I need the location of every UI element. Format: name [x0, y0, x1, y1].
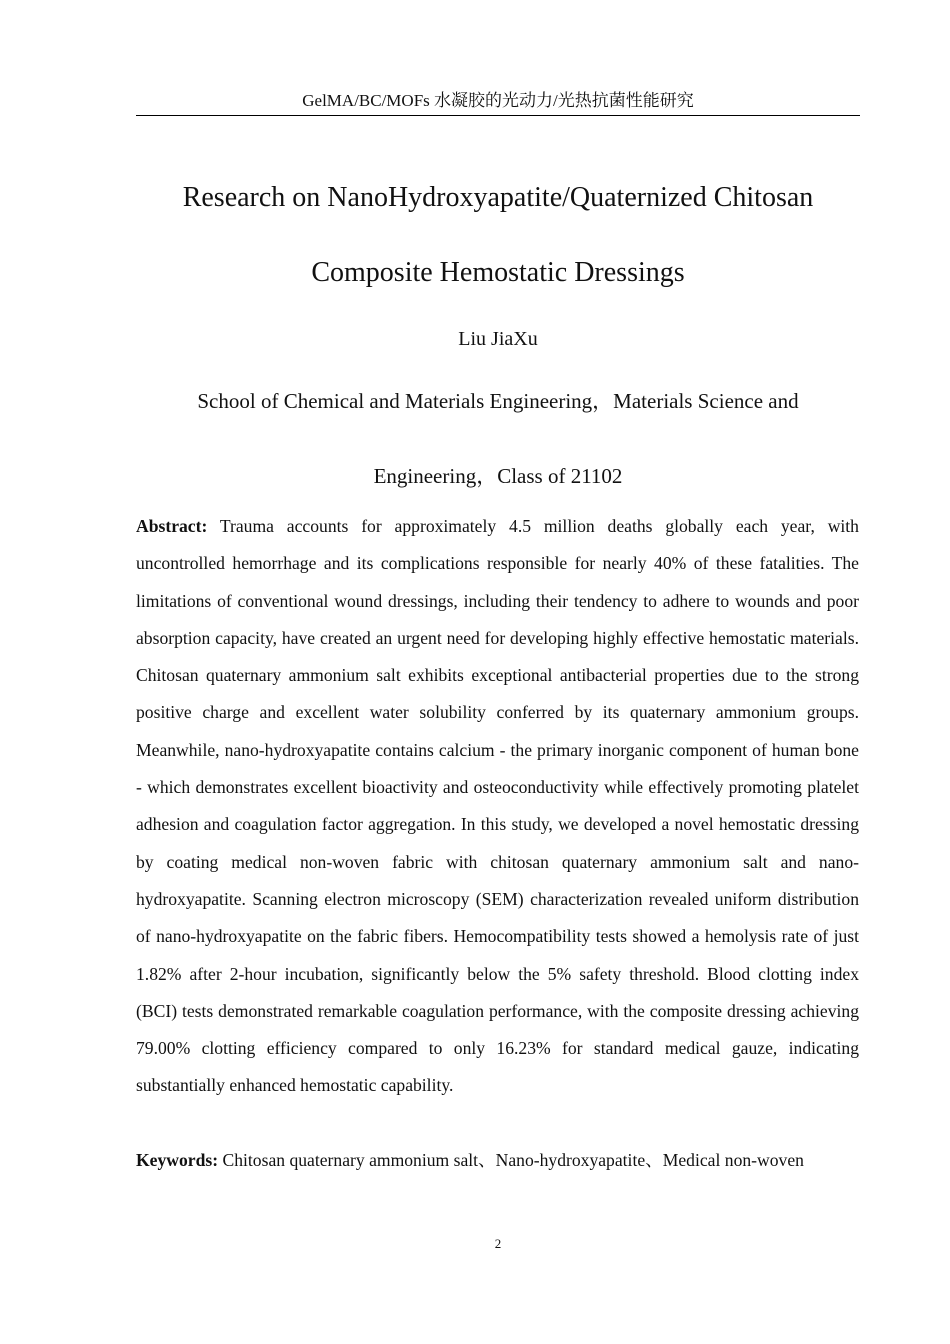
affiliation-line-2: Engineering，Class of 21102 [373, 464, 623, 488]
keywords-label: Keywords: [136, 1150, 219, 1170]
abstract-text: Trauma accounts for approximately 4.5 million deaths globally each year, with uncontrolled hemorrhage and its complications responsible for nearly 40% of these fatalities. The limitations of conventional wound dressings, including their tendency to adhere to wounds and poor absorption capacity, have created an urgent need for developing highly effective hemostatic materials. Chitosan quaternary ammonium salt exhibits exceptional antibacterial properties due to the strong positive charge and excellent water solubility conferred by its quaternary ammonium groups. Meanwhile, nano-hydroxyapatite contains calcium - the primary inorganic component of human bone - which demonstrates excellent bioactivity and osteoconductivity while effectively promoting platelet adhesion and coagulation factor aggregation. In this study, we developed a novel hemostatic dressing by coating medical non-woven fabric with chitosan quaternary ammonium salt and nano-hydroxyapatite. Scanning electron microscopy (SEM) characterization revealed uniform distribution of nano-hydroxyapatite on the fabric fibers. Hemocompatibility tests showed a hemolysis rate of just 1.82% after 2-hour incubation, significantly below the 5% safety threshold. Blood clotting index (BCI) tests demonstrated remarkable coagulation performance, with the composite dressing achieving 79.00% clotting efficiency compared to only 16.23% for standard medical gauze, indicating substantially enhanced hemostatic capability. [136, 516, 859, 1096]
page-number: 2 [494, 1236, 502, 1251]
affiliation-line-1: School of Chemical and Materials Engineering，Materials Science and [197, 389, 799, 413]
keywords-paragraph [136, 1142, 860, 1179]
header-rule [136, 115, 860, 116]
running-header: GelMA/BC/MOFs 水凝胶的光动力/光热抗菌性能研究 [302, 91, 694, 110]
abstract-paragraph [136, 508, 859, 1105]
title-line-1: Research on NanoHydroxyapatite/Quaternized Chitosan [182, 182, 814, 213]
keywords-text: Chitosan quaternary ammonium salt、Nano-hydroxyapatite、Medical non-woven [222, 1150, 804, 1170]
author-name: Liu JiaXu [458, 328, 538, 350]
abstract-label: Abstract: [136, 516, 208, 536]
title-line-2: Composite Hemostatic Dressings [311, 257, 685, 288]
